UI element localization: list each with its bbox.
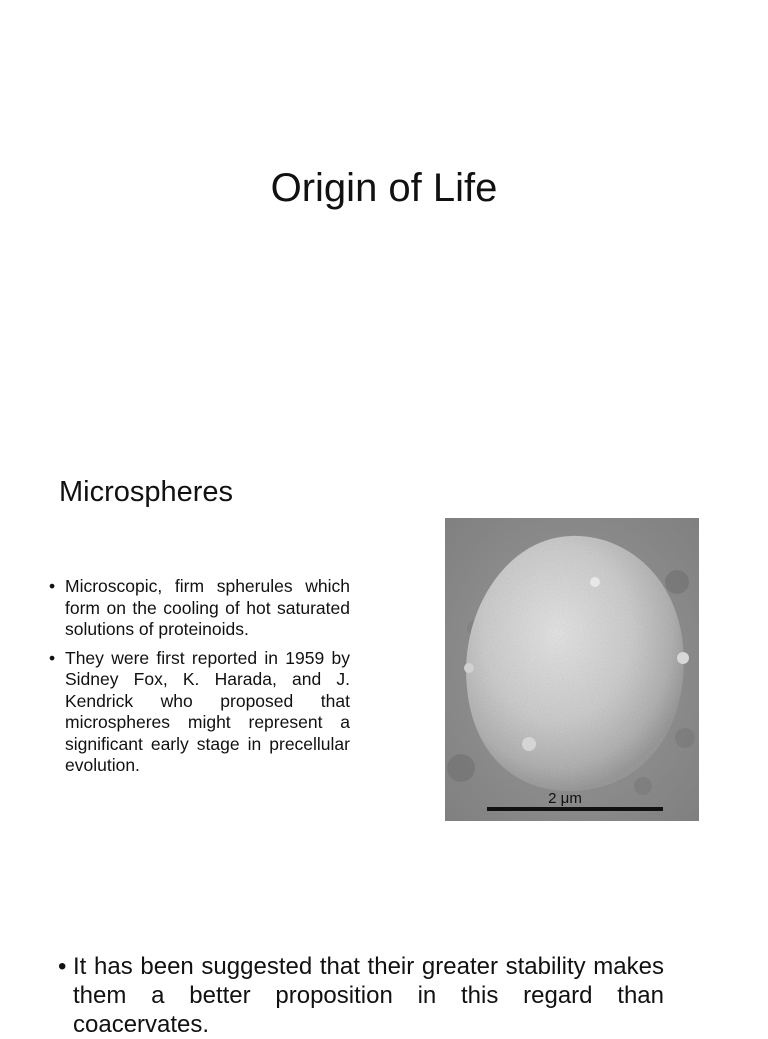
bullet-icon: • [58,953,67,980]
bullet-item [58,952,664,1039]
presentation-title: Origin of Life [270,166,498,210]
scale-bar-label: 2 μm [548,790,582,807]
bullet-item [48,648,350,777]
slide-heading: Microspheres [59,476,234,508]
slide-stability [0,864,768,1038]
bullet-list [58,952,664,1039]
bullet-icon: • [49,576,56,596]
microsphere-micrograph [445,518,699,821]
bullet-list [48,576,350,784]
bullet-icon: • [49,647,56,668]
slide-title [0,0,768,432]
bullet-item [48,576,350,641]
slide-microspheres [0,432,768,864]
bullet-text: Microscopic, firm spherules which form on the cooling of hot saturated solutions of proteinoids. [65,576,350,639]
bullet-text: They were first reported in 1959 by Sidney Fox, K. Harada, and J. Kendrick who proposed that microspheres might represent a significant early stage in precellular evolution. [65,647,350,775]
bullet-text: It has been suggested that their greater stability makes them a better proposition in this regard than coacervates. [73,953,664,1038]
